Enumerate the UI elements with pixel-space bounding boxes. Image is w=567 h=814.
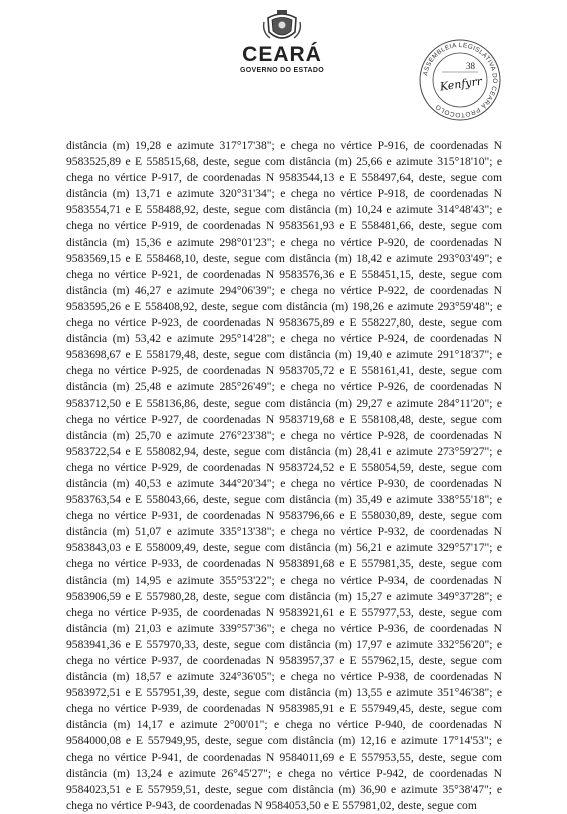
logo-wordmark: CEARÁ [242,43,322,66]
logo-subtitle: GOVERNO DO ESTADO [240,67,324,74]
document-body [66,138,502,814]
state-coat-of-arms-icon [262,8,302,46]
stamp-page-number: 38 [466,61,475,71]
handwritten-signature: Kenfyrr [439,74,483,94]
body-paragraph: distância (m) 19,28 e azimute 317°17'38"; e chega no vértice P-916, de coordenadas N 9583525,89 e E 558515,68, deste, segue com distância (m) 25,66 e azimute 315°18'10"; e chega no vértice P-917, de coordenadas N 9583544,13 e E 558497,64, deste, segue com distância (m) 13,71 e azimute 320°31'34"; e chega no vértice P-918, de coordenadas N 9583554,71 e E 558488,92, deste, segue com distância (m) 10,24 e azimute 314°48'43"; e chega no vértice P-919, de coordenadas N 9583561,93 e E 558481,66, deste, segue com distância (m) 15,36 e azimute 298°01'23"; e chega no vértice P-920, de coordenadas N 9583569,15 e E 558468,10, deste, segue com distância (m) 18,42 e azimute 293°03'49"; e chega no vértice P-921, de coordenadas N 9583576,36 e E 558451,15, deste, segue com distância (m) 46,27 e azimute 294°06'39"; e chega no vértice P-922, de coordenadas N 9583595,26 e E 558408,92, deste, segue com distância (m) 198,26 e azimute 293°59'48"; e chega no vértice P-923, de coordenadas N 9583675,89 e E 558227,80, deste, segue com distância (m) 53,42 e azimute 295°14'28"; e chega no vértice P-924, de coordenadas N 9583698,67 e E 558179,48, deste, segue com distância (m) 19,40 e azimute 291°18'37"; e chega no vértice P-925, de coordenadas N 9583705,72 e E 558161,41, deste, segue com distância (m) 25,48 e azimute 285°26'49"; e chega no vértice P-926, de coordenadas N 9583712,50 e E 558136,86, deste, segue com distância (m) 29,27 e azimute 284°11'20"; e chega no vértice P-927, de coordenadas N 9583719,68 e E 558108,48, deste, segue com distância (m) 25,70 e azimute 276°23'38"; e chega no vértice P-928, de coordenadas N 9583722,54 e E 558082,94, deste, segue com distância (m) 28,41 e azimute 273°59'27"; e chega no vértice P-929, de coordenadas N 9583724,52 e E 558054,59, deste, segue com distância (m) 40,53 e azimute 344°20'34"; e chega no vértice P-930, de coordenadas N 9583763,54 e E 558043,66, deste, segue com distância (m) 35,49 e azimute 338°55'18"; e chega no vértice P-931, de coordenadas N 9583796,66 e E 558030,89, deste, segue com distância (m) 51,07 e azimute 335°13'38"; e chega no vértice P-932, de coordenadas N 9583843,03 e E 558009,49, deste, segue com distância (m) 56,21 e azimute 329°57'17"; e chega no vértice P-933, de coordenadas N 9583891,68 e E 557981,35, deste, segue com distância (m) 14,95 e azimute 355°53'22"; e chega no vértice P-934, de coordenadas N 9583906,59 e E 557980,28, deste, segue com distância (m) 15,27 e azimute 349°37'28"; e chega no vértice P-935, de coordenadas N 9583921,61 e E 557977,53, deste, segue com distância (m) 21,03 e azimute 339°57'36"; e chega no vértice P-936, de coordenadas N 9583941,36 e E 557970,33, deste, segue com distância (m) 17,97 e azimute 332°56'20"; e chega no vértice P-937, de coordenadas N 9583957,37 e E 557962,15, deste, segue com distância (m) 18,57 e azimute 324°36'05"; e chega no vértice P-938, de coordenadas N 9583972,51 e E 557951,39, deste, segue com distância (m) 13,55 e azimute 351°46'38"; e chega no vértice P-939, de coordenadas N 9583985,91 e E 557949,45, deste, segue com distância (m) 14,17 e azimute 2°00'01"; e chega no vértice P-940, de coordenadas N 9584000,08 e E 557949,95, deste, segue com distância (m) 12,16 e azimute 17°14'53"; e chega no vértice P-941, de coordenadas N 9584011,69 e E 557953,55, deste, segue com distância (m) 13,24 e azimute 26°45'27"; e chega no vértice P-942, de coordenadas N 9584023,51 e E 557959,51, deste, segue com distância (m) 36,90 e azimute 35°38'47"; e chega no vértice P-943, de coordenadas N 9584053,50 e E 557981,02, deste, segue com [66,139,502,812]
protocol-stamp [418,38,502,122]
stamp-ring-text: ASSEMBLEIA LEGISLATIVA DO CEARÁ PROTOCOLO [422,41,499,119]
